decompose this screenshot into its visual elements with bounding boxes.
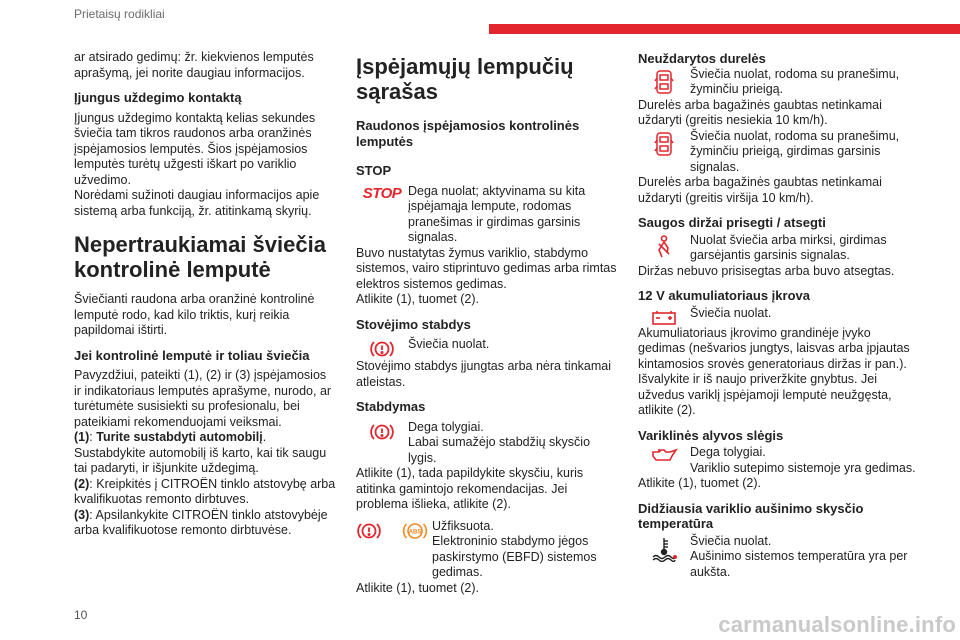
oil-lamp bbox=[638, 445, 920, 476]
watermark: carmanualsonline.info bbox=[718, 612, 956, 637]
stop-text-3: Atlikite (1), tuomet (2). bbox=[356, 292, 479, 306]
battery-icon bbox=[638, 306, 690, 326]
belt-text-1: Nuolat šviečia arba mirksi, girdimas garsėjantis garsinis signalas. bbox=[690, 232, 887, 262]
section-title: Įspėjamųjų lempučių sąrašas bbox=[356, 54, 574, 104]
brakes-text-2: Labai sumažėjo stabdžių skysčio lygis. bbox=[408, 435, 591, 465]
step-1: (1): Turite sustabdyti automobilį. bbox=[74, 430, 267, 444]
ignition-heading: Įjungus uždegimo kontaktą bbox=[74, 90, 242, 105]
ignition-text: Įjungus uždegimo kontaktą kelias sekundes šviečia tam tikros raudonos arba oranžinės įspėjamosios lemputės. Šios įspėjamosios lemputės turėtų užgesti iškart po variklio užvedimo. bbox=[74, 110, 316, 187]
step-3-text: Apsilankykite CITROËN tinklo atstovybėje arba kvalifikuotose remonto dirbtuvėse. bbox=[74, 507, 328, 537]
door-b-text-1: Šviečia nuolat, rodoma su pranešimu, žyminčiu prieigą, girdimas garsinis signalas. bbox=[690, 128, 900, 174]
coolant-text-1: Šviečia nuolat. bbox=[690, 533, 772, 548]
column-middle bbox=[356, 54, 618, 596]
brake-warning-icon bbox=[356, 521, 382, 546]
header-title: Prietaisų rodikliai bbox=[74, 7, 165, 21]
ebfd-text-2: Elektroninio stabdymo jėgos paskirstymo (EBFD) sistemos gedimas. bbox=[432, 534, 597, 579]
stop-heading: STOP bbox=[356, 163, 392, 178]
belt-heading: Saugos diržai prisegti / atsegti bbox=[638, 215, 826, 230]
seatbelt-icon bbox=[638, 233, 690, 259]
oil-text-2: Variklio sutepimo sistemoje yra gedimas. bbox=[690, 460, 916, 475]
door-open-icon bbox=[638, 67, 690, 95]
stop-text-1: Dega nuolat; aktyvinama su kita įspėjamąja lempute, rodomas pranešimas ir girdimas garsinis signalas. bbox=[408, 183, 586, 244]
coolant-heading: Didžiausia variklio aušinimo skysčio temperatūra bbox=[638, 500, 864, 531]
parking-text-1: Šviečia nuolat. bbox=[408, 337, 490, 351]
continuous-text: Šviečianti raudona arba oranžinė kontrolinė lemputė rodo, kad kilo triktis, kurį reikia papildomai ištirti. bbox=[74, 292, 315, 337]
door-open-icon bbox=[638, 129, 690, 157]
ignition-text-2: Norėdami sužinoti daugiau informacijos apie sistemą arba funkciją, žr. atitinkamą skyrių. bbox=[74, 188, 320, 218]
battery-text-2: Akumuliatoriaus įkrovimo grandinėje įvyko gedimas (nešvarios jungtys, laisvas arba įpjautas kintamosios srovės generatoriaus diržas ir pan.). bbox=[638, 325, 910, 371]
step-1-text: Sustabdykite automobilį iš karto, kai tik saugu tai padaryti, ir išjunkite uždegimą. bbox=[74, 445, 327, 475]
brakes-lamp bbox=[356, 420, 618, 467]
continuous-heading: Nepertraukiamai šviečia kontrolinė lemputė bbox=[74, 232, 326, 282]
belt-text-2: Diržas nebuvo prisisegtas arba buvo atsegtas. bbox=[638, 263, 895, 278]
parking-text-2: Stovėjimo stabdys įjungtas arba nėra tinkamai atleistas. bbox=[356, 359, 611, 389]
step-3-number: (3) bbox=[74, 507, 90, 522]
stop-warning-icon bbox=[356, 184, 408, 202]
stop-text-2: Buvo nustatytas žymus variklio, stabdymo sistemos, vairo stiprintuvo gedimas arba rimtas elektros sistemos gedimas. bbox=[356, 245, 617, 291]
svg-text:ABS: ABS bbox=[408, 529, 422, 535]
parking-lamp bbox=[356, 337, 618, 359]
ebfd-lamp bbox=[356, 519, 618, 581]
oil-text-3: Atlikite (1), tuomet (2). bbox=[638, 476, 761, 490]
stop-icon-text: STOP bbox=[362, 184, 402, 202]
page-number: 10 bbox=[74, 608, 88, 622]
oil-pressure-icon bbox=[638, 445, 690, 463]
door-lamp-a bbox=[638, 67, 920, 98]
ebfd-text-3: Atlikite (1), tuomet (2). bbox=[356, 580, 479, 595]
parking-brake-icon bbox=[356, 337, 408, 359]
step-3: (3): Apsilankykite CITROËN tinklo atstovybėje arba kvalifikuotose remonto dirbtuvėse. bbox=[74, 507, 328, 537]
battery-text-1: Šviečia nuolat. bbox=[690, 305, 772, 320]
door-a-text-1: Šviečia nuolat, rodoma su pranešimu, žyminčiu prieigą. bbox=[690, 66, 900, 96]
brake-warning-icon bbox=[356, 420, 408, 442]
header-accent-bar bbox=[489, 24, 960, 34]
if-lit-text: Pavyzdžiui, pateikti (1), (2) ir (3) įspėjamosios ir indikatoriaus lemputės aprašyme, nurodo, ar turėtumėte susisiekti su profesionalu, bei pateikiami rekomenduojami veiksmai. bbox=[74, 368, 332, 429]
intro-text: ar atsirado gedimų: žr. kiekvienos lemputės aprašymą, jei norite daugiau informacijos. bbox=[74, 50, 314, 80]
if-lit-heading: Jei kontrolinė lemputė ir toliau šviečia bbox=[74, 347, 310, 363]
door-b-text-2: Durelės arba bagažinės gaubtas netinkamai uždaryti (greitis viršija 10 km/h). bbox=[638, 175, 882, 205]
battery-heading: 12 V akumuliatoriaus įkrova bbox=[638, 288, 810, 303]
door-heading: Neuždarytos durelės bbox=[638, 51, 766, 66]
parking-heading: Stovėjimo stabdys bbox=[356, 316, 471, 332]
ebfd-text-1: Užfiksuota. bbox=[432, 518, 494, 533]
battery-lamp bbox=[638, 306, 920, 326]
oil-text-1: Dega tolygiai. bbox=[690, 445, 766, 459]
coolant-text-2: Aušinimo sistemos temperatūra yra per aukšta. bbox=[690, 549, 908, 579]
step-2-text: Kreipkitės į CITROËN tinklo atstovybę arba kvalifikuotas remonto dirbtuves. bbox=[74, 476, 336, 506]
step-1-number: (1) bbox=[74, 430, 90, 444]
brakes-text-3: Atlikite (1), tada papildykite skysčiu, kuris atitinka gamintojo rekomendacijas. Jei problema išlieka, atlikite (2). bbox=[356, 466, 584, 511]
belt-lamp bbox=[638, 233, 920, 264]
red-lamps-heading: Raudonos įspėjamosios kontrolinės lemputės bbox=[356, 118, 580, 149]
step-2-number: (2) bbox=[74, 476, 90, 491]
stop-lamp bbox=[356, 184, 618, 246]
step-2: (2): Kreipkitės į CITROËN tinklo atstovybę arba kvalifikuotas remonto dirbtuves. bbox=[74, 476, 336, 506]
coolant-lamp bbox=[638, 534, 920, 581]
brakes-heading: Stabdymas bbox=[356, 399, 426, 414]
brakes-text-1: Dega tolygiai. bbox=[408, 419, 484, 434]
abs-icon bbox=[402, 521, 428, 546]
battery-text-3: Išvalykite ir iš naujo priveržkite gnybtus. Jei užvedus variklį įspėjamoji lemputė neužgęsta, atlikite (2). bbox=[638, 372, 892, 417]
column-right bbox=[638, 51, 920, 580]
door-a-text-2: Durelės arba bagažinės gaubtas netinkamai uždaryti (greitis nesiekia 10 km/h). bbox=[638, 97, 882, 127]
coolant-temperature-icon bbox=[638, 534, 690, 562]
oil-heading: Variklinės alyvos slėgis bbox=[638, 427, 784, 443]
door-lamp-b bbox=[638, 129, 920, 176]
column-left bbox=[74, 50, 336, 539]
ebfd-icons bbox=[356, 519, 432, 546]
step-1-bold: Turite sustabdyti automobilį bbox=[96, 430, 263, 444]
